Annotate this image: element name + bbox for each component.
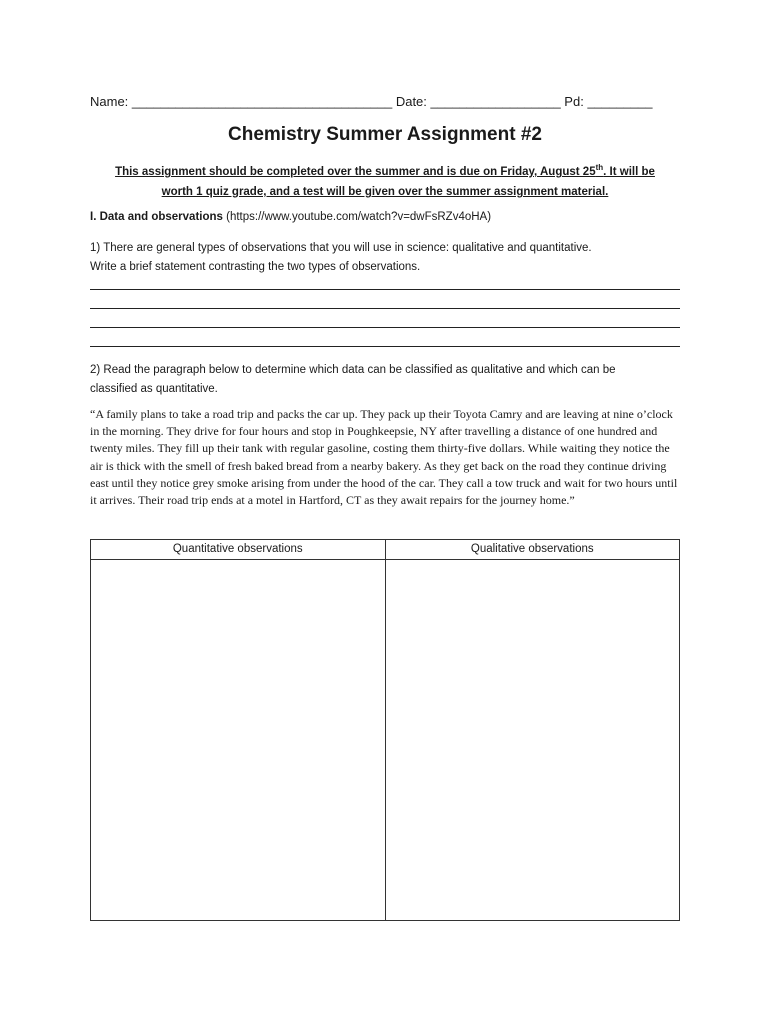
question-2-line-1: 2) Read the paragraph below to determine which data can be classified as qualitative and which can be	[90, 364, 616, 376]
qualitative-column	[385, 540, 680, 920]
name-label: Name:	[90, 94, 129, 109]
road-trip-paragraph: “A family plans to take a road trip and packs the car up. They pack up their Toyota Camry and are leaving at nine o’clock in the morning. They drive for four hours and stop in Poughkeepsie, NY after travelling a distance of one hundred and twenty miles. They fill up their tank with regular gasoline, costing them thirty-five dollars. While waiting they notice the air is thick with the smell of fresh baked bread from a nearby bakery. As they get back on the road they continue driving east until they notice grey smoke arising from under the hood of the car. They call a tow truck and wait for two hours until it arrives. Their road trip ends at a motel in Hartford, CT as they await repairs for the journey home.”	[90, 407, 678, 508]
quantitative-answer-area[interactable]	[91, 560, 385, 920]
observations-table	[90, 539, 680, 921]
notice-line1-end: . It will be	[603, 166, 655, 178]
quantitative-column-header: Quantitative observations	[91, 540, 385, 560]
question-1-line-1: 1) There are general types of observations that you will use in science: qualitative and quantitative.	[90, 242, 592, 254]
quantitative-column	[91, 540, 385, 920]
question-2	[90, 361, 680, 399]
question-2-line-2: classified as quantitative.	[90, 383, 218, 395]
pd-label: Pd:	[564, 94, 584, 109]
section-title: I. Data and observations	[90, 211, 223, 223]
notice-line2-text: worth 1 quiz grade, and a test will be given over the summer assignment material.	[161, 186, 609, 198]
notice-superscript: th	[595, 163, 604, 173]
assignment-notice	[90, 162, 680, 202]
answer-line[interactable]	[90, 327, 680, 328]
answer-line[interactable]	[90, 289, 680, 290]
name-blank[interactable]: ____________________________________	[131, 94, 393, 109]
question-1-line-2: Write a brief statement contrasting the two types of observations.	[90, 261, 421, 273]
date-blank[interactable]: __________________	[430, 94, 561, 109]
section-heading	[90, 211, 680, 223]
notice-line1-text: This assignment should be completed over the summer and is due on Friday, August 25	[115, 166, 596, 178]
question-1	[90, 239, 680, 277]
qualitative-answer-area[interactable]	[386, 560, 680, 920]
qualitative-column-header: Qualitative observations	[386, 540, 680, 560]
page-title: Chemistry Summer Assignment #2	[228, 124, 542, 145]
student-info-line	[90, 94, 680, 109]
answer-lines	[90, 289, 680, 365]
date-label: Date:	[395, 94, 427, 109]
video-link[interactable]: (https://www.youtube.com/watch?v=dwFsRZv4oHA)	[226, 211, 492, 223]
answer-line[interactable]	[90, 346, 680, 347]
pd-blank[interactable]: _________	[587, 94, 653, 109]
answer-line[interactable]	[90, 308, 680, 309]
